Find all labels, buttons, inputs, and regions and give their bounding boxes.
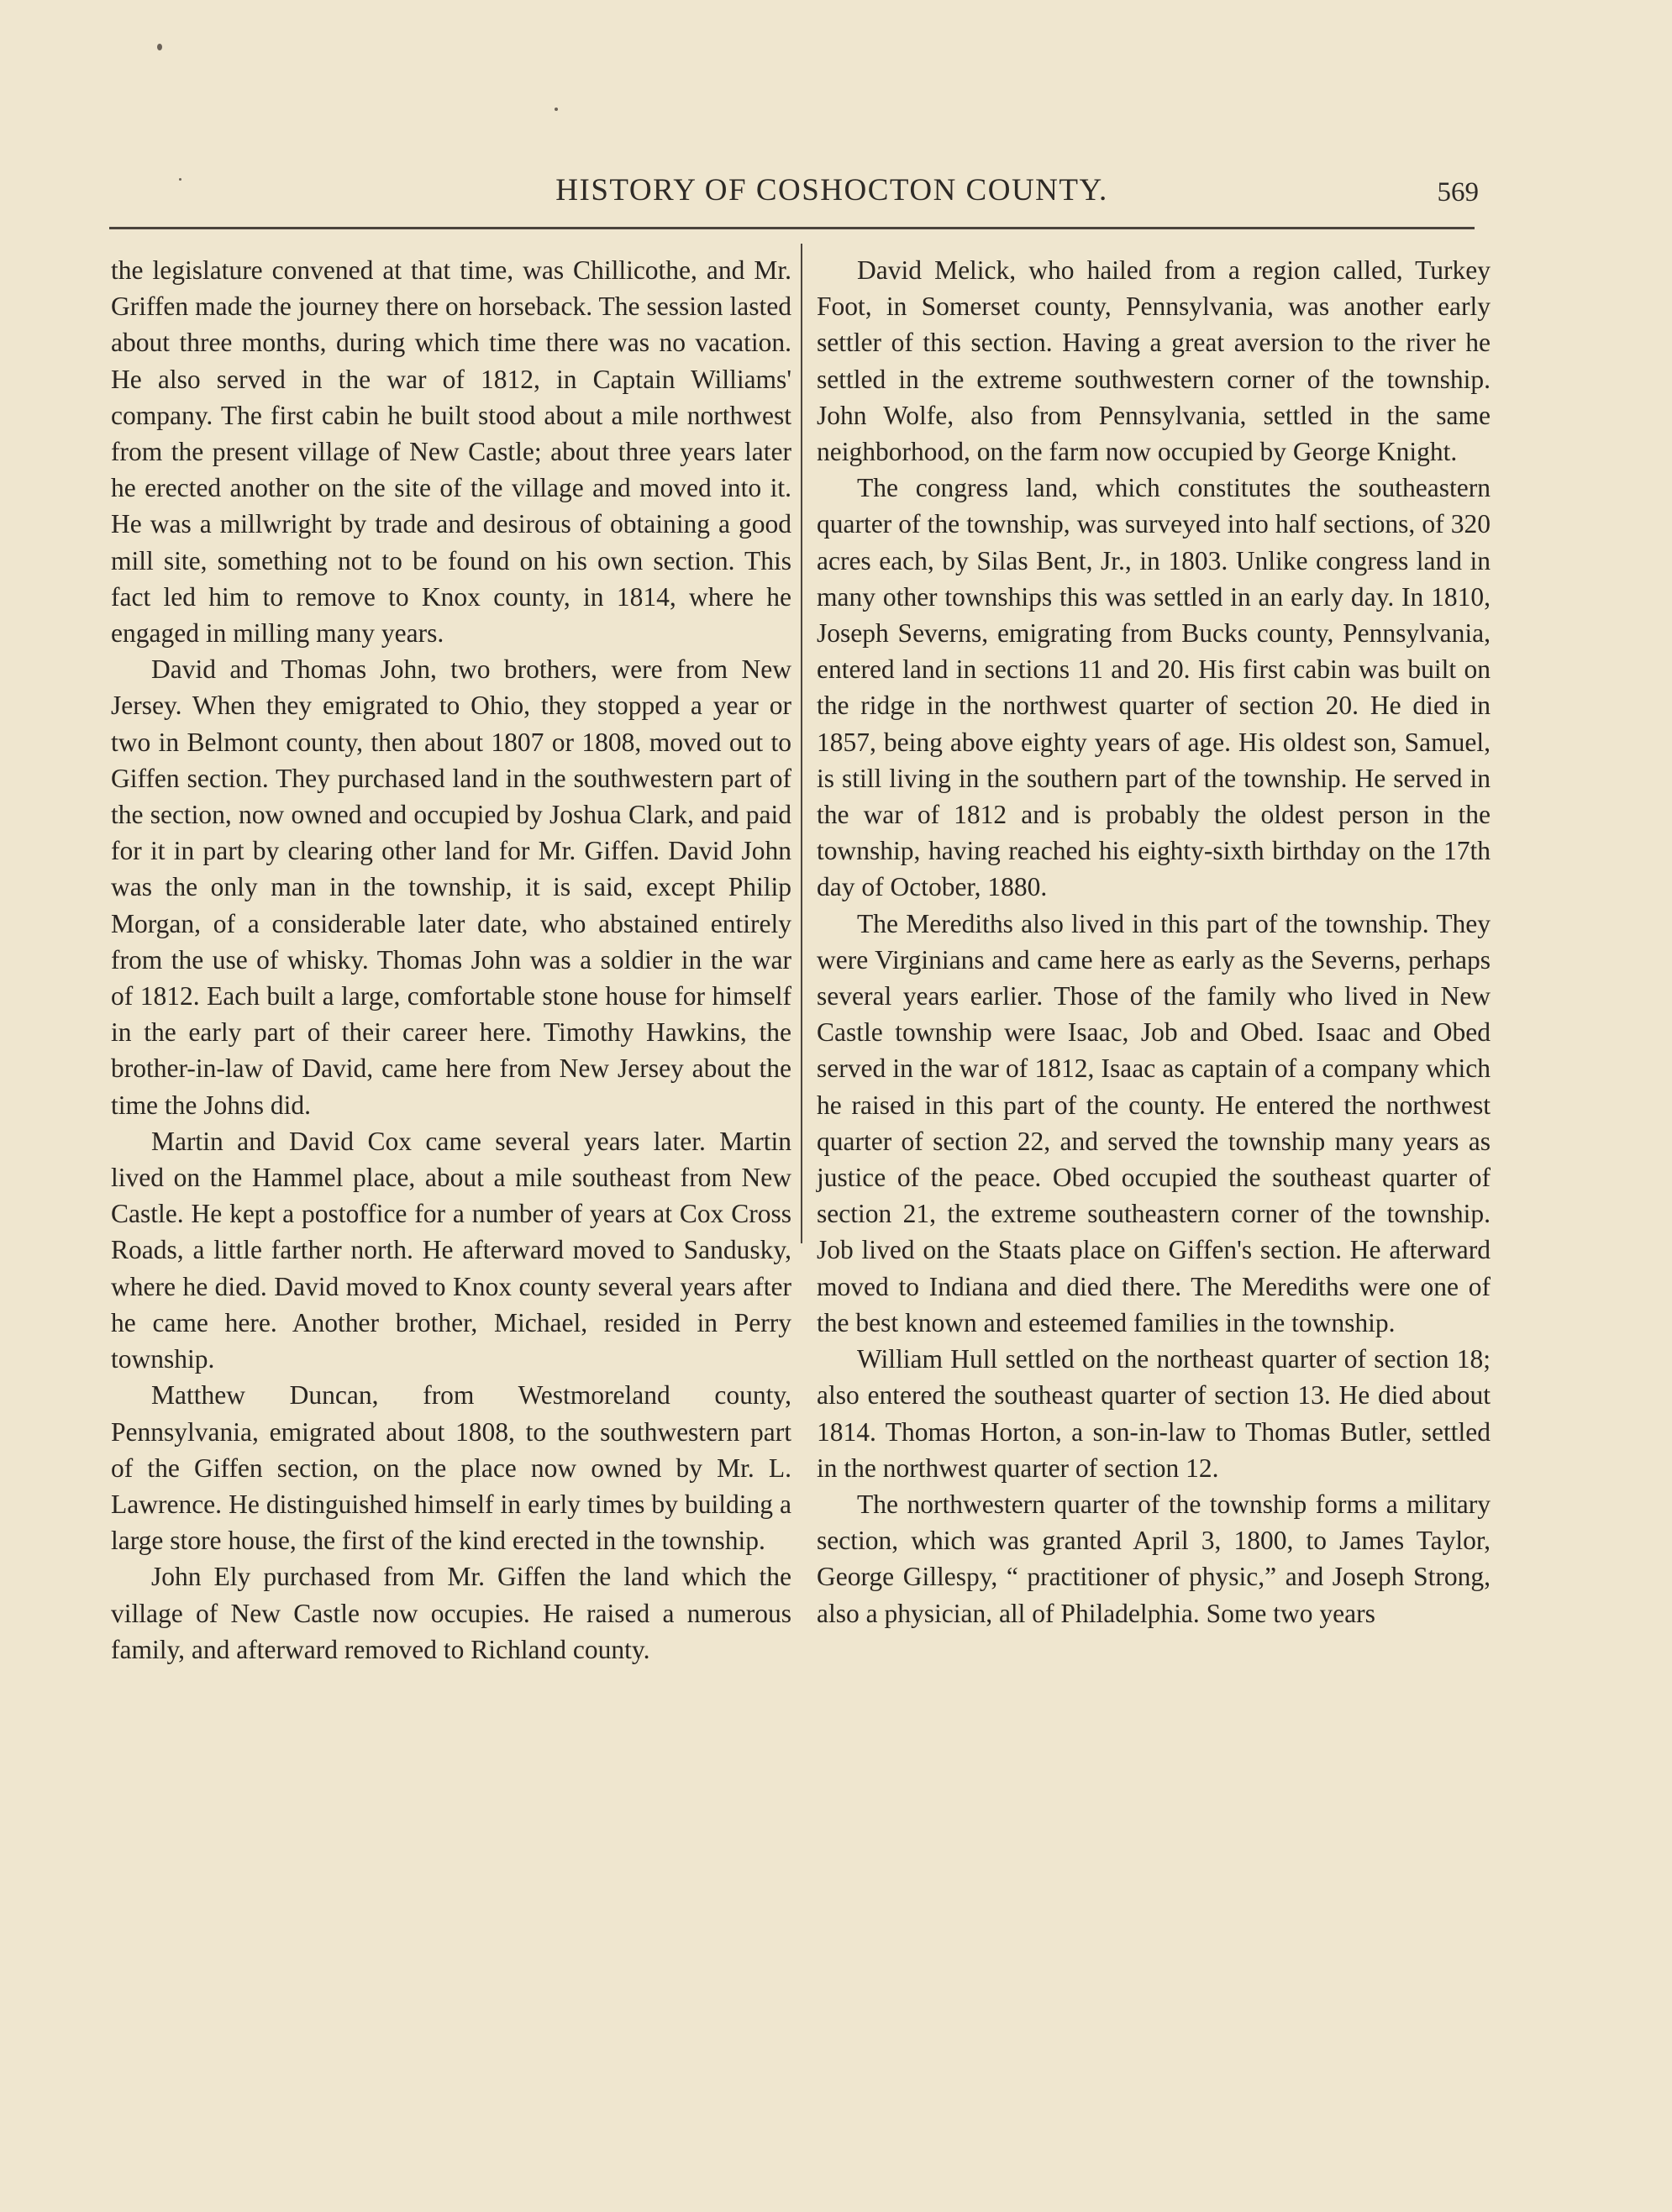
running-title: HISTORY OF COSHOCTON COUNTY. <box>555 173 1108 208</box>
paragraph: David Melick, who hailed from a region called, Turkey Foot, in Somerset county, Pennsylvania, was another early settler of this section. Having a great aversion to the river he settled in the extreme southwestern corner of the township. John Wolfe, also from Pennsylvania, settled in the same neighborhood, on the farm now occupied by George Knight. <box>817 255 1491 467</box>
paragraph: the legislature convened at that time, was Chillicothe, and Mr. Griffen made the journey there on horseback. The session lasted about three months, during which time there was no vacation. He also served in the war of 1812, in Captain Williams' company. The first cabin he built stood about a mile northwest from the present village of New Castle; about three years later he erected another on the site of the village and moved into it. He was a millwright by trade and desirous of obtaining a good mill site, something not to be found on his own section. This fact led him to remove to Knox county, in 1814, where he engaged in milling many years. <box>111 255 791 649</box>
paper-speck <box>157 44 162 50</box>
paper-speck <box>555 108 558 111</box>
paragraph: The Merediths also lived in this part of the township. They were Virginians and came here as early as the Severns, perhaps several years earlier. Those of the family who lived in New Castle township were Isaac, Job and Obed. Isaac and Obed served in the war of 1812, Isaac as captain of a company which he raised in this part of the county. He entered the northwest quarter of section 22, and served the township many years as justice of the peace. Obed occupied the southeast quarter of section 21, the extreme southeastern corner of the township. Job lived on the Staats place on Giffen's section. He afterward moved to Indiana and died there. The Merediths were one of the best known and esteemed families in the township. <box>817 908 1491 1337</box>
page-number: 569 <box>1437 177 1479 208</box>
paper-speck <box>179 178 181 181</box>
paragraph: David and Thomas John, two brothers, were from New Jersey. When they emigrated to Ohio, they stopped a year or two in Belmont county, then about 1807 or 1808, moved out to Giffen section. They purchased land in the southwestern part of the section, now owned and occupied by Joshua Clark, and paid for it in part by clearing other land for Mr. Giffen. David John was the only man in the township, it is said, except Philip Morgan, of a considerable later date, who abstained entirely from the use of whisky. Thomas John was a soldier in the war of 1812. Each built a large, comfortable stone house for himself in the early part of their career here. Timothy Hawkins, the brother-in-law of David, came here from New Jersey about the time the Johns did. <box>111 654 791 1120</box>
left-column <box>111 252 791 1668</box>
paragraph: The congress land, which constitutes the southeastern quarter of the township, was surveyed into half sections, of 320 acres each, by Silas Bent, Jr., in 1803. Unlike congress land in many other townships this was settled in an early day. In 1810, Joseph Severns, emigrating from Bucks county, Pennsylvania, entered land in sections 11 and 20. His first cabin was built on the ridge in the northwest quarter of section 20. He died in 1857, being above eighty years of age. His oldest son, Samuel, is still living in the southern part of the township. He served in the war of 1812 and is probably the oldest person in the township, having reached his eighty-sixth birthday on the 17th day of October, 1880. <box>817 473 1491 902</box>
right-column <box>817 252 1491 1631</box>
page-header <box>109 172 1479 214</box>
paragraph: John Ely purchased from Mr. Giffen the land which the village of New Castle now occupies. He raised a numerous family, and afterward removed to Richland county. <box>111 1562 791 1664</box>
paragraph: Martin and David Cox came several years later. Martin lived on the Hammel place, about a mile southeast from New Castle. He kept a postoffice for a number of years at Cox Cross Roads, a little farther north. He afterward moved to Sandusky, where he died. David moved to Knox county several years after he came here. Another brother, Michael, resided in Perry township. <box>111 1126 791 1374</box>
column-divider <box>801 244 802 1243</box>
paragraph: William Hull settled on the northeast quarter of section 18; also entered the southeast quarter of section 13. He died about 1814. Thomas Horton, a son-in-law to Thomas Butler, settled in the northwest quarter of section 12. <box>817 1344 1491 1483</box>
paragraph: Matthew Duncan, from Westmoreland county, Pennsylvania, emigrated about 1808, to the southwestern part of the Giffen section, on the place now owned by Mr. L. Lawrence. He distinguished himself in early times by building a large store house, the first of the kind erected in the township. <box>111 1380 791 1556</box>
paragraph: The northwestern quarter of the township forms a military section, which was granted April 3, 1800, to James Taylor, George Gillespy, “ practitioner of physic,” and Joseph Strong, also a physician, all of Philadelphia. Some two years <box>817 1489 1491 1628</box>
header-rule <box>109 227 1475 229</box>
